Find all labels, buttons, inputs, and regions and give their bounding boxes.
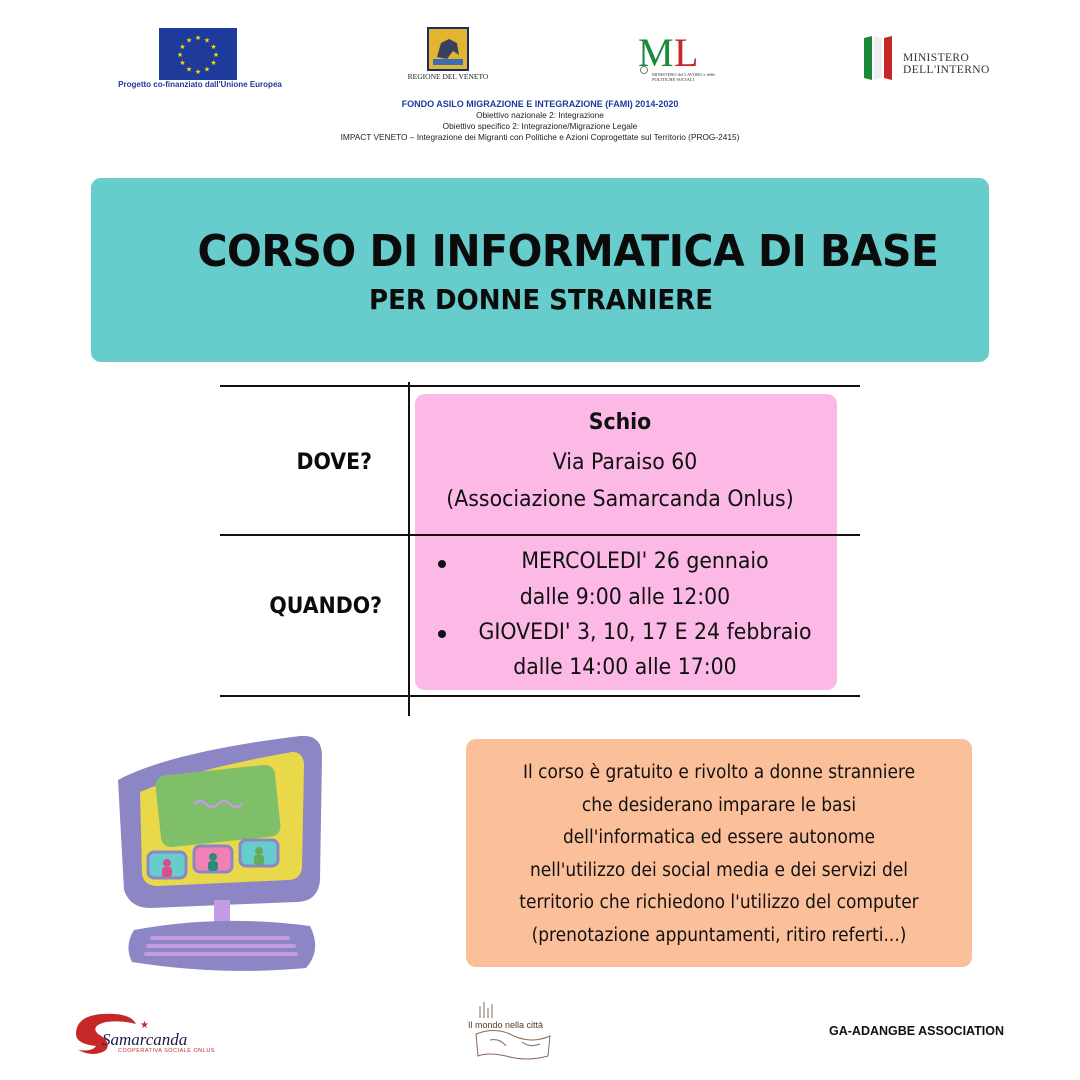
fami-line-1: Obiettivo nazionale 2: Integrazione [476, 110, 604, 120]
ml-caption: MINISTERO del LAVORO e delle POLITICHE SOCIALI [652, 72, 716, 82]
svg-text:★: ★ [212, 51, 220, 59]
schedule-date-2: GIOVEDI' 3, 10, 17 E 24 febbraio [478, 620, 812, 645]
schedule-time-2: dalle 14:00 alle 17:00 [513, 655, 737, 680]
svg-text:★: ★ [179, 43, 186, 51]
samarcanda-name: Samarcanda [102, 1030, 188, 1049]
bullet-icon [438, 560, 446, 568]
ministero-lavoro-logo [638, 30, 708, 74]
svg-text:★: ★ [203, 36, 211, 45]
svg-text:★: ★ [210, 59, 217, 67]
details-box [415, 394, 837, 690]
schedule-date-1: MERCOLEDI' 26 gennaio [521, 549, 769, 574]
eu-caption: Progetto co-finanziato dall'Unione Europea [118, 80, 282, 89]
svg-text:★: ★ [176, 51, 184, 59]
when-label: QUANDO? [269, 594, 382, 619]
fami-title: FONDO ASILO MIGRAZIONE E INTEGRAZIONE (FAMI) 2014-2020 [401, 99, 679, 109]
mondo-nella-citta-text: Il mondo nella città [468, 1020, 544, 1030]
description-line-2: che desiderano imparare le basi [581, 794, 857, 816]
veneto-lion-logo [427, 27, 469, 71]
svg-text:★: ★ [185, 36, 193, 45]
fami-block [200, 98, 880, 143]
table-divider [408, 382, 410, 716]
svg-text:M: M [638, 30, 674, 74]
ga-adangbe-association: GA-ADANGBE ASSOCIATION [829, 1024, 1004, 1038]
veneto-caption: REGIONE DEL VENETO [407, 72, 489, 81]
svg-text:★: ★ [194, 34, 202, 42]
ministero-line-1: MINISTERO [903, 52, 970, 64]
page-subtitle: PER DONNE STRANIERE [368, 283, 714, 316]
description-line-6: (prenotazione appuntamenti, ritiro referti...) [531, 924, 907, 946]
fami-line-3: IMPACT VENETO – Integrazione dei Migranti con Politiche e Azioni Coprogettate sul Territorio (PROG-2415) [340, 132, 740, 142]
svg-text:★: ★ [185, 65, 193, 74]
samarcanda-subtitle: COOPERATIVA SOCIALE ONLUS [118, 1048, 215, 1054]
svg-text:★: ★ [140, 1020, 149, 1031]
location-venue: (Associazione Samarcanda Onlus) [446, 487, 794, 512]
svg-text:L: L [674, 30, 699, 74]
ministero-interno-text [903, 52, 990, 76]
computer-icon [110, 730, 330, 975]
table-rule-top [220, 385, 860, 387]
svg-text:★: ★ [203, 65, 211, 74]
fami-line-2: Obiettivo specifico 2: Integrazione/Migrazione Legale [442, 121, 638, 131]
italy-flag-icon [862, 36, 896, 80]
table-rule-middle [220, 534, 860, 536]
bullet-icon [438, 630, 446, 638]
course-description [466, 757, 972, 952]
description-line-1: Il corso è gratuito e rivolto a donne stranniere [522, 762, 916, 783]
mondo-nella-citta-logo [466, 1000, 556, 1062]
svg-text:★: ★ [194, 68, 202, 76]
description-line-3: dell'informatica ed essere autonome [562, 827, 876, 848]
location-address: Via Paraiso 60 [552, 450, 698, 475]
description-line-4: nell'utilizzo dei social media e dei servizi del [529, 859, 909, 881]
where-label: DOVE? [296, 450, 372, 475]
schedule-time-1: dalle 9:00 alle 12:00 [519, 585, 731, 610]
svg-text:★: ★ [179, 59, 186, 67]
location-city: Schio [588, 410, 652, 435]
computer-illustration [110, 730, 330, 975]
eu-stars-icon [159, 28, 237, 80]
eu-flag-logo [159, 28, 237, 80]
description-line-5: territorio che richiedono l'utilizzo del computer [519, 892, 919, 913]
page-title: CORSO DI INFORMATICA DI BASE [197, 226, 939, 277]
svg-text:★: ★ [210, 43, 217, 51]
table-rule-bottom [220, 695, 860, 697]
ministero-line-2: DELL'INTERNO [903, 64, 990, 76]
